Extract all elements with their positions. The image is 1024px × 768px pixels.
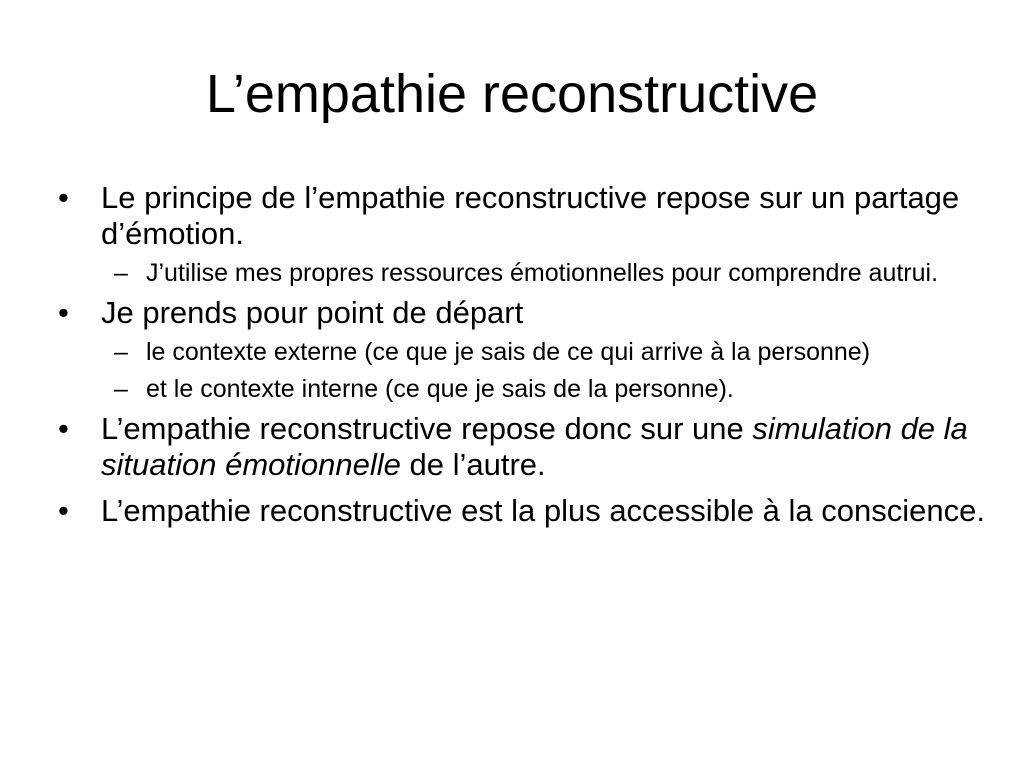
bullet-item-3-italic-phrase: simulation de la situation émotionnelle (101, 411, 968, 482)
bullet-dot-icon: • (58, 493, 69, 528)
bullet-item-3-text-before: L’empathie reconstructive repose donc sur une (101, 411, 744, 446)
bullet-dot-icon: • (58, 295, 69, 330)
sub-bullet-item-2-text: le contexte externe (ce que je sais de ce qui arrive à la personne) (146, 338, 871, 366)
sub-bullet-item-1 (56, 258, 986, 288)
sub-bullet-item-3-text: et le contexte interne (ce que je sais de la personne). (146, 375, 734, 403)
bullet-item-2-text: Je prends pour point de départ (101, 295, 524, 330)
dash-icon: – (114, 338, 128, 366)
bullet-item-2 (56, 295, 986, 331)
bullet-item-4-text: L’empathie reconstructive est la plus accessible à la conscience. (101, 493, 985, 528)
bullet-item-3-text-after: de l’autre. (409, 447, 546, 482)
sub-bullet-item-2 (56, 337, 986, 367)
bullet-item-1 (56, 180, 986, 252)
sub-bullet-item-3 (56, 374, 986, 404)
dash-icon: – (114, 375, 128, 403)
dash-icon: – (114, 259, 128, 287)
bullet-dot-icon: • (58, 180, 69, 215)
bullet-dot-icon: • (58, 411, 69, 446)
bullet-item-4 (56, 493, 986, 529)
bullet-item-1-text: Le principe de l’empathie reconstructive repose sur un partage d’émotion. (101, 180, 960, 251)
sub-bullet-item-1-text: J’utilise mes propres ressources émotionnelles pour comprendre autrui. (146, 259, 939, 287)
slide-title: L’empathie reconstructive (205, 64, 819, 124)
bullet-list (56, 180, 986, 535)
bullet-item-3 (56, 411, 986, 483)
